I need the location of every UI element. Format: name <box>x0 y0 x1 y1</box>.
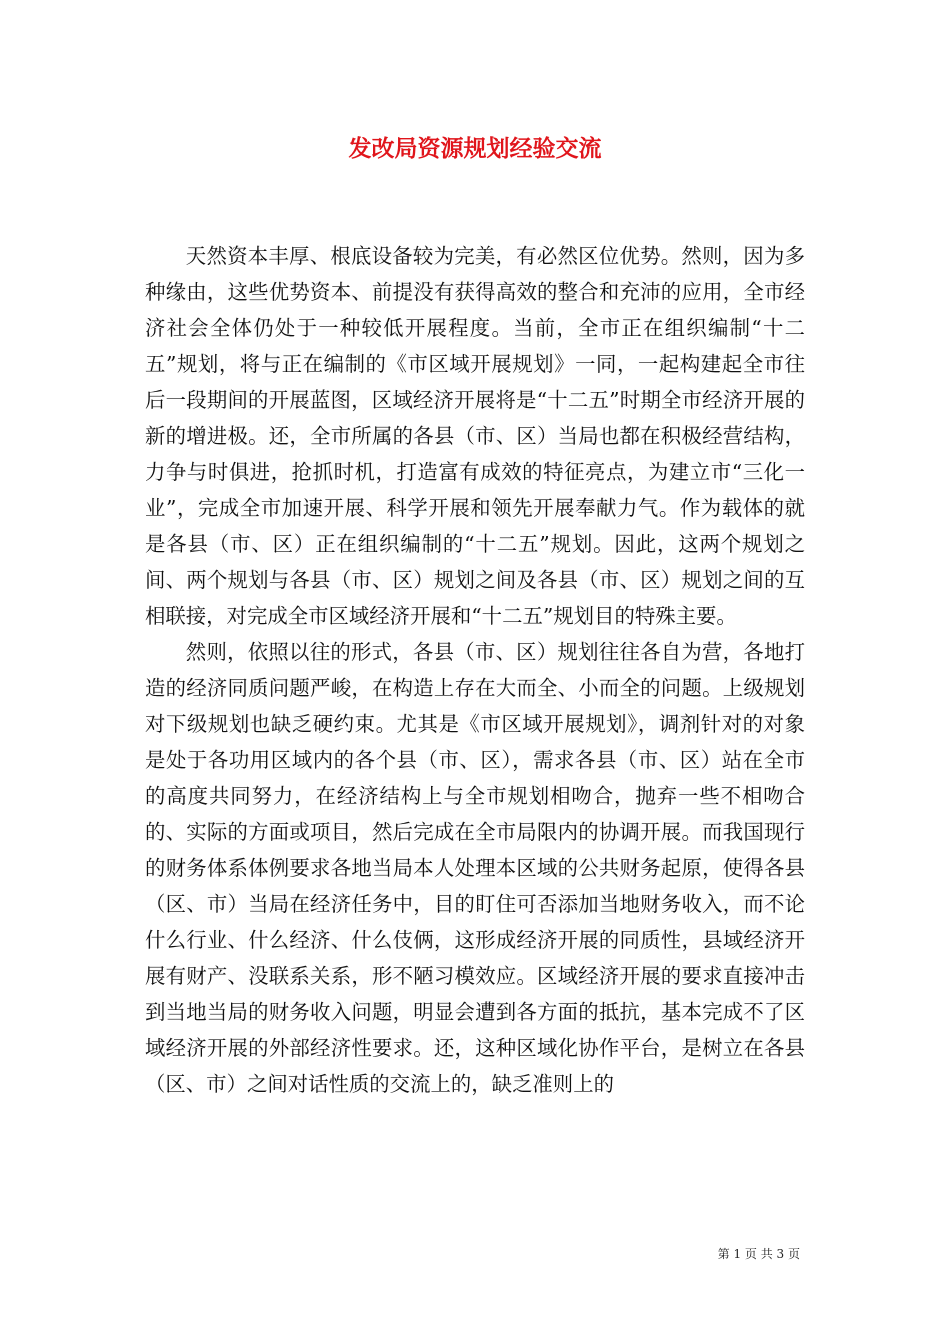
document-body <box>145 238 805 1102</box>
document-title: 发改局资源规划经验交流 <box>348 135 602 162</box>
paragraph-1: 天然资本丰厚、根底设备较为完美，有必然区位优势。然则，因为多种缘由，这些优势资本、前提没有获得高效的整合和充沛的应用，全市经济社会全体仍处于一种较低开展程度。当前，全市正在组织编制“十二五”规划，将与正在编制的《市区域开展规划》一同，一起构建起全市往后一段期间的开展蓝图，区域经济开展将是“十二五”时期全市经济开展的新的增进极。还，全市所属的各县（市、区）当局也都在积极经营结构，力争与时俱进，抢抓时机，打造富有成效的特征亮点，为建立市“三化一业”，完成全市加速开展、科学开展和领先开展奉献力气。作为载体的就是各县（市、区）正在组织编制的“十二五”规划。因此，这两个规划之间、两个规划与各县（市、区）规划之间及各县（市、区）规划之间的互相联接，对完成全市区域经济开展和“十二五”规划目的特殊主要。 <box>145 244 805 628</box>
page-number: 第 1 页 共 3 页 <box>717 1247 800 1261</box>
paragraph-2: 然则，依照以往的形式，各县（市、区）规划往往各自为营，各地打造的经济同质问题严峻，在构造上存在大而全、小而全的问题。上级规划对下级规划也缺乏硬约束。尤其是《市区域开展规划》，调剂针对的对象是处于各功用区域内的各个县（市、区），需求各县（市、区）站在全市的高度共同努力，在经济结构上与全市规划相吻合，抛弃一些不相吻合的、实际的方面或项目，然后完成在全市局限内的协调开展。而我国现行的财务体系体例要求各地当局本人处理本区域的公共财务起原，使得各县（区、市）当局在经济任务中，目的盯住可否添加当地财务收入，而不论什么行业、什么经济、什么伎俩，这形成经济开展的同质性，县域经济开展有财产、没联系关系，形不陋习模效应。区域经济开展的要求直接冲击到当地当局的财务收入问题，明显会遭到各方面的抵抗，基本完成不了区域经济开展的外部经济性要求。还，这种区域化协作平台，是树立在各县（区、市）之间对话性质的交流上的，缺乏准则上的 <box>145 640 805 1096</box>
